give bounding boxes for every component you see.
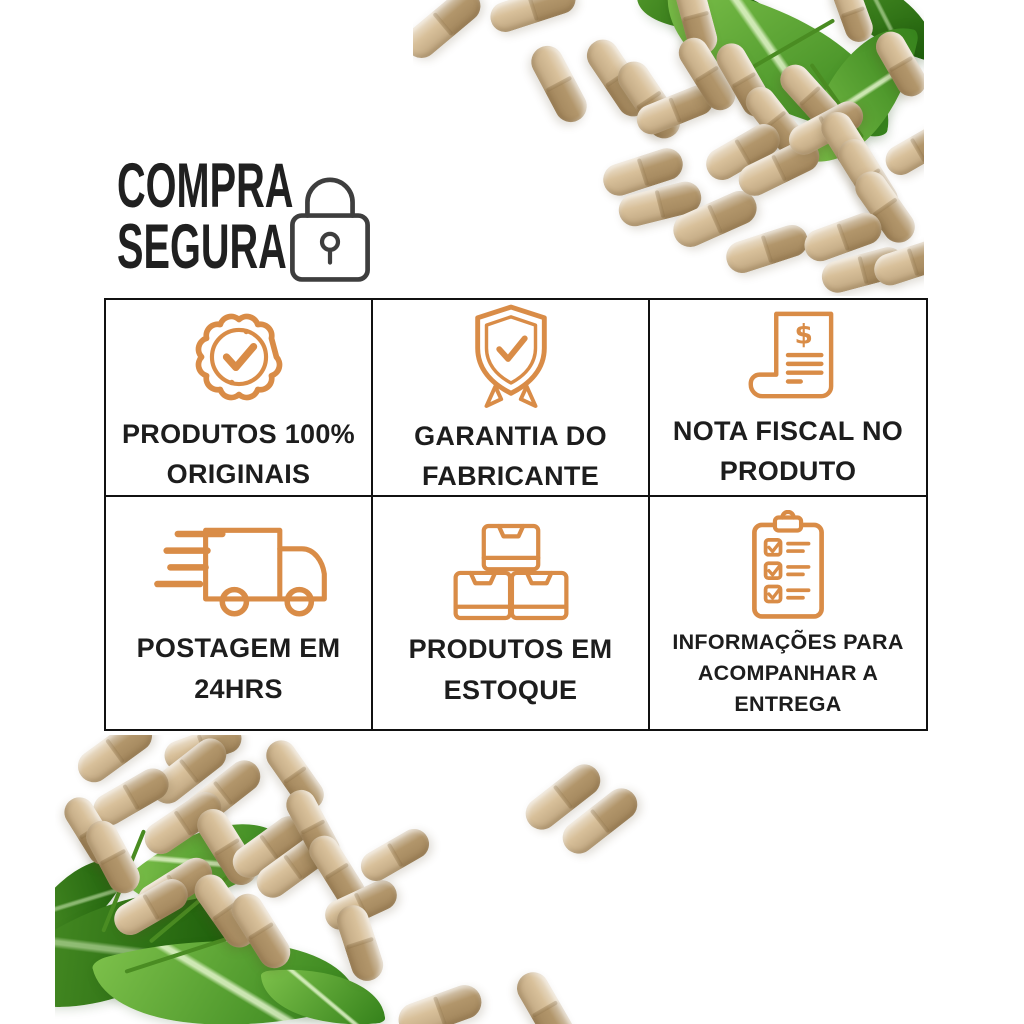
badge-check-icon (187, 305, 291, 409)
feature-label: PRODUTOS EM ESTOQUE (408, 634, 613, 705)
invoice-icon (739, 308, 837, 406)
feature-cell-estoque (373, 497, 650, 729)
capsule-decor (526, 40, 593, 127)
photo-capsules-bottom-left (55, 735, 705, 1024)
feature-cell-garantia (373, 300, 650, 497)
page-title (117, 151, 294, 282)
photo-capsules-top-right (413, 0, 924, 296)
feature-label: GARANTIA DO FABRICANTE (414, 420, 607, 491)
capsule-decor (722, 221, 812, 277)
svg-text:$: $ (794, 318, 813, 350)
capsule-decor (487, 0, 580, 36)
feature-label: PRODUTOS 100% ORIGINAIS (122, 418, 355, 489)
feature-label: POSTAGEM EM 24HRS (136, 633, 341, 704)
stacked-boxes-icon (450, 520, 572, 624)
shield-check-icon (462, 303, 560, 411)
feature-label: NOTA FISCAL NO PRODUTO (672, 415, 904, 486)
feature-cell-informacoes (650, 497, 926, 729)
title-line-1: COMPRA (117, 151, 294, 221)
capsule-decor (413, 0, 487, 65)
features-grid (104, 298, 928, 731)
feature-cell-nota-fiscal (650, 300, 926, 497)
header (117, 151, 377, 288)
feature-cell-postagem (106, 497, 373, 729)
title-line-2: SEGURA (117, 212, 287, 282)
checklist-clipboard-icon (739, 510, 837, 622)
capsule-decor (355, 824, 434, 887)
capsule-decor (394, 980, 486, 1024)
feature-cell-produtos-originais (106, 300, 373, 497)
capsule-decor (511, 966, 579, 1024)
delivery-truck-icon (146, 521, 332, 623)
feature-label: INFORMAÇÕES PARA ACOMPANHAR A ENTREGA (672, 629, 904, 717)
padlock-icon (283, 160, 377, 288)
